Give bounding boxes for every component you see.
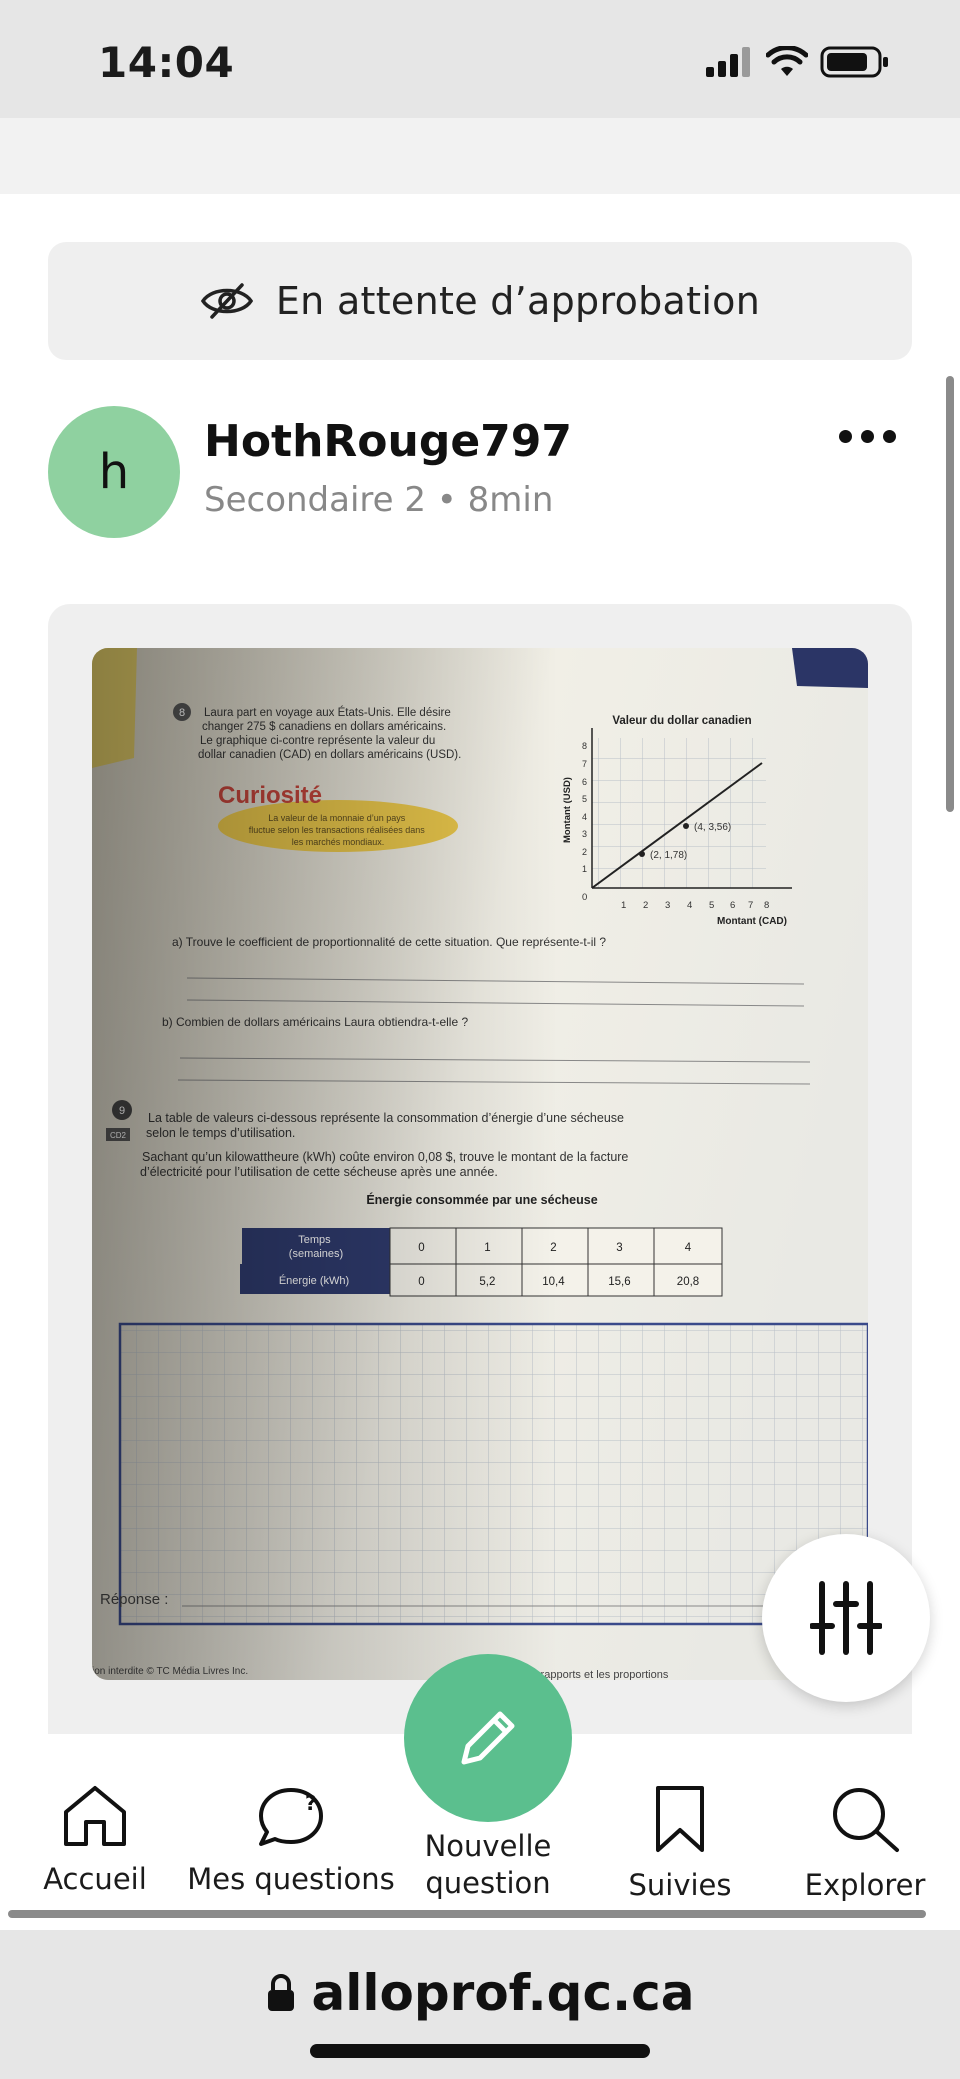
- filter-button[interactable]: [762, 1534, 930, 1702]
- nav-followed[interactable]: [620, 1784, 740, 1902]
- pencil-icon: [452, 1702, 524, 1774]
- wifi-icon: [766, 46, 808, 78]
- url-display[interactable]: [0, 1964, 960, 2022]
- scrollbar[interactable]: [946, 376, 954, 812]
- nav-my-questions[interactable]: [186, 1784, 396, 1896]
- nav-followed-label: Suivies: [628, 1868, 732, 1902]
- lock-icon: [266, 1973, 296, 2013]
- battery-icon: [820, 46, 890, 78]
- bookmark-icon: [650, 1784, 710, 1854]
- more-options-button[interactable]: [839, 430, 896, 443]
- more-dot-icon: [839, 430, 852, 443]
- nav-explore[interactable]: [800, 1784, 930, 1902]
- more-dot-icon: [883, 430, 896, 443]
- post-content[interactable]: [0, 194, 960, 1734]
- new-question-label-line2: question: [425, 1866, 551, 1900]
- status-icons: [706, 46, 890, 78]
- cellular-signal-icon: [706, 47, 754, 77]
- eye-slash-icon: [200, 282, 254, 320]
- nav-explore-label: Explorer: [804, 1868, 926, 1902]
- nav-my-questions-label: Mes questions: [187, 1862, 395, 1896]
- home-indicator[interactable]: [310, 2044, 650, 2058]
- nav-home[interactable]: [30, 1784, 160, 1896]
- question-bubble-icon: [255, 1784, 327, 1848]
- sliders-icon: [810, 1580, 882, 1656]
- svg-text:?: ?: [305, 1791, 317, 1815]
- status-bar: [0, 0, 960, 118]
- worksheet-image: [92, 648, 868, 1680]
- browser-top-strip: [0, 118, 960, 194]
- avatar[interactable]: [48, 406, 180, 538]
- new-question-label-line1: Nouvelle: [424, 1829, 552, 1863]
- question-photo[interactable]: [92, 648, 868, 1680]
- new-question-button[interactable]: [404, 1654, 572, 1822]
- more-dot-icon: [861, 430, 874, 443]
- nav-divider: [8, 1910, 926, 1918]
- avatar-letter: h: [98, 444, 130, 500]
- post-meta: Secondaire 2 • 8min: [204, 480, 554, 520]
- pending-label: En attente d’approbation: [275, 279, 761, 323]
- pending-approval-banner: [48, 242, 912, 360]
- browser-url-bar[interactable]: [0, 1930, 960, 2079]
- nav-home-label: Accueil: [43, 1862, 147, 1896]
- url-text: alloprof.qc.ca: [311, 1964, 695, 2022]
- new-question-label[interactable]: [376, 1828, 600, 1902]
- status-time: 14:04: [98, 38, 235, 87]
- username[interactable]: HothRouge797: [204, 416, 573, 467]
- home-icon: [60, 1784, 130, 1848]
- search-icon: [829, 1784, 901, 1854]
